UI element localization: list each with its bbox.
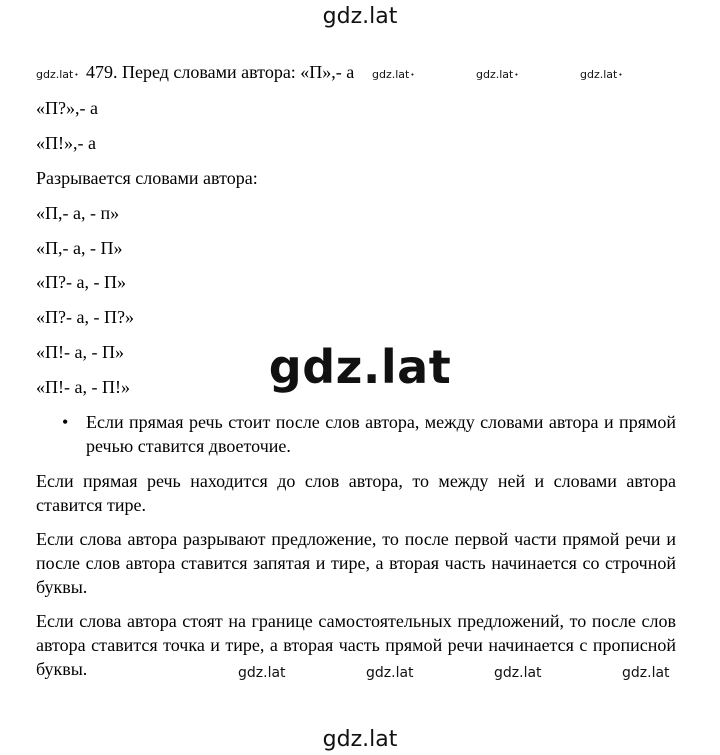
watermark-small: gdz.lat • [372,63,415,87]
watermark-inline: gdz.lat [494,665,542,681]
watermark-bottom: gdz.lat [322,727,398,752]
rule-paragraph: Если прямая речь находится до слов автора, то между ней и словами автора ставится тире. [36,471,676,515]
watermark-inline: gdz.lat [238,665,286,681]
watermark-inline: gdz.lat [366,665,414,681]
scheme-line: «П,- а, - п» [36,203,120,223]
scheme-line: «П?- а, - П» [36,272,126,292]
exercise-line: 479. Перед словами автора: «П»,- а [86,62,355,82]
watermark-top: gdz.lat [322,4,398,29]
watermark-center: gdz.lat [268,340,452,394]
watermark-small: gdz.lat • [476,63,519,87]
watermark-small: gdz.lat • [580,63,623,87]
scheme-line: «П!- а, - П» [36,342,124,362]
scheme-line: «П,- а, - П» [36,238,123,258]
scheme-line: «П!»,- а [36,133,96,153]
watermark-small: gdz.lat • [36,63,79,87]
rule-paragraph: Если слова автора разрывают предложение, то после первой части прямой речи и после слов автора ставится запятая и тире, а вторая часть начинается со строчной буквы. [36,529,676,597]
scheme-line: «П?- а, - П?» [36,307,134,327]
bullet-marker: • [62,412,69,432]
watermark-inline: gdz.lat [622,665,670,681]
rule-paragraph: Если слова автора стоят на границе самостоятельных предложений, то после слов автора ставится точка и тире, а вторая часть прямой речи начинается с прописной буквы. [36,611,676,679]
scheme-line: «П!- а, - П!» [36,377,130,397]
scheme-line: «П?»,- а [36,98,98,118]
bullet-text: Если прямая речь стоит после слов автора, между словами автора и прямой речью ставится двоеточие. [86,412,676,456]
scheme-heading: Разрывается словами автора: [36,168,258,188]
